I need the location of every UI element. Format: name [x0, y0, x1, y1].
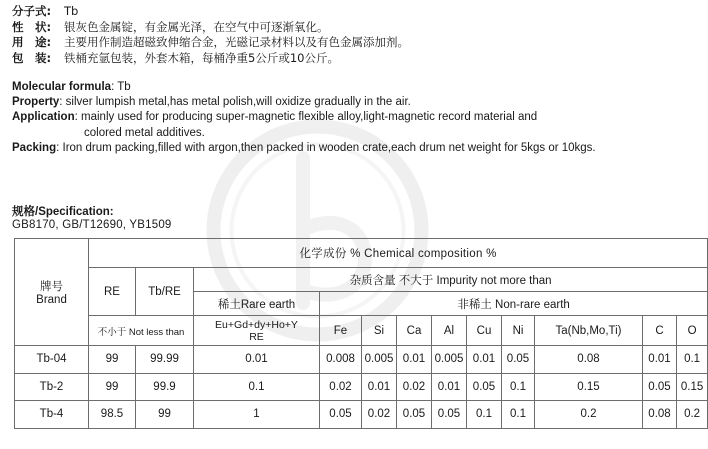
spec-title: 规格/Specification: [12, 206, 114, 218]
table-row [15, 401, 708, 429]
chem-comp-header: 化学成份 % Chemical composition % [89, 239, 708, 268]
en-value: : Tb [111, 81, 131, 93]
cn-label: 性 状: [12, 19, 52, 34]
element-header-cu: Cu [467, 316, 502, 346]
si-cell: 0.005 [362, 346, 397, 374]
en-label: Property [12, 96, 60, 109]
table-row [15, 346, 708, 374]
spec-standards: GB8170, GB/T12690, YB1509 [12, 219, 172, 231]
ca-cell: 0.01 [397, 346, 432, 374]
fe-cell: 0.05 [320, 401, 362, 429]
cn-value: 主要用作制造超磁致伸缩合金，光磁记录材料以及有色金属添加剂。 [64, 35, 409, 49]
cu-cell: 0.01 [467, 346, 502, 374]
o-cell: 0.1 [677, 346, 708, 374]
brand-header [15, 239, 89, 346]
en-label: Molecular formula [12, 81, 112, 93]
si-cell: 0.01 [362, 373, 397, 401]
cn-label: 用 途: [12, 35, 52, 49]
si-cell: 0.02 [362, 401, 397, 429]
en-label: Packing [12, 141, 57, 154]
brand-cell: Tb-2 [15, 373, 89, 401]
not-less-than-header: 不小于 Not less than [89, 316, 194, 346]
ni-cell: 0.1 [502, 373, 535, 401]
en-value: colored metal additives. [84, 126, 205, 139]
cn-label: 包 装: [12, 50, 52, 65]
ta-cell: 0.2 [535, 401, 643, 429]
element-header-o: O [677, 316, 708, 346]
o-cell: 0.15 [677, 373, 708, 401]
cn-property-row [12, 20, 409, 36]
ree-cell: 1 [194, 401, 320, 429]
cu-cell: 0.05 [467, 373, 502, 401]
c-cell: 0.08 [643, 401, 677, 429]
c-cell: 0.01 [643, 346, 677, 374]
ca-cell: 0.05 [397, 401, 432, 429]
tb-re-cell: 99.99 [136, 346, 194, 374]
cn-formula-row [12, 4, 409, 20]
eu-group-header [194, 316, 320, 346]
en-value: : mainly used for producing super-magnetic flexible alloy,light-magnetic record material and [74, 111, 538, 124]
cu-cell: 0.1 [467, 401, 502, 429]
o-cell: 0.2 [677, 401, 708, 429]
ca-cell: 0.02 [397, 373, 432, 401]
english-properties [12, 80, 596, 156]
element-header-al: Al [432, 316, 467, 346]
chinese-properties [12, 4, 409, 66]
ni-cell: 0.1 [502, 401, 535, 429]
tb-re-cell: 99.9 [136, 373, 194, 401]
element-header-si: Si [362, 316, 397, 346]
cn-value: Tb [64, 4, 79, 18]
impurity-header: 杂质含量 不大于 Impurity not more than [194, 268, 708, 292]
re-cell: 98.5 [89, 401, 136, 429]
element-header-fe: Fe [320, 316, 362, 346]
spec-table [14, 238, 708, 429]
al-cell: 0.05 [432, 401, 467, 429]
cn-application-row [12, 35, 409, 51]
en-value: : silver lumpish metal,has metal polish,will oxidize gradually in the air. [59, 96, 411, 109]
en-packing-row [12, 141, 596, 156]
fe-cell: 0.02 [320, 373, 362, 401]
en-application-row-cont [12, 126, 596, 141]
ree-cell: 0.01 [194, 346, 320, 374]
cn-label: 分子式: [12, 4, 52, 18]
ta-cell: 0.15 [535, 373, 643, 401]
tb-re-header: Tb/RE [136, 268, 194, 316]
brand-cn: 牌号 [40, 281, 63, 293]
fe-cell: 0.008 [320, 346, 362, 374]
ni-cell: 0.05 [502, 346, 535, 374]
en-formula-row [12, 80, 596, 95]
element-header-ni: Ni [502, 316, 535, 346]
brand-cell: Tb-4 [15, 401, 89, 429]
cn-packing-row [12, 51, 409, 67]
re-cell: 99 [89, 346, 136, 374]
eu-group-line1: Eu+Gd+dy+Ho+Y [215, 318, 298, 331]
al-cell: 0.005 [432, 346, 467, 374]
cn-value: 银灰色金属锭，有金属光泽，在空气中可逐渐氧化。 [64, 19, 329, 34]
en-label: Application [12, 111, 75, 124]
table-row [15, 373, 708, 401]
c-cell: 0.05 [643, 373, 677, 401]
en-value: : Iron drum packing,filled with argon,then packed in wooden crate,each drum net weight for 5kgs or 10kgs. [56, 141, 596, 154]
non-rare-earth-header: 非稀土 Non-rare earth [320, 292, 708, 316]
re-header: RE [89, 268, 136, 316]
al-cell: 0.01 [432, 373, 467, 401]
cn-value: 铁桶充氩包装，外套木箱，每桶净重5公斤或10公斤。 [64, 50, 339, 65]
en-application-row [12, 110, 596, 125]
brand-cell: Tb-04 [15, 346, 89, 374]
en-property-row [12, 95, 596, 110]
element-header-ca: Ca [397, 316, 432, 346]
re-cell: 99 [89, 373, 136, 401]
brand-en: Brand [36, 294, 67, 306]
rare-earth-header: 稀土Rare earth [194, 292, 320, 316]
eu-group-line2: RE [249, 330, 264, 343]
ta-cell: 0.08 [535, 346, 643, 374]
element-header-c: C [643, 316, 677, 346]
element-header-ta: Ta(Nb,Mo,Ti) [535, 316, 643, 346]
ree-cell: 0.1 [194, 373, 320, 401]
tb-re-cell: 99 [136, 401, 194, 429]
